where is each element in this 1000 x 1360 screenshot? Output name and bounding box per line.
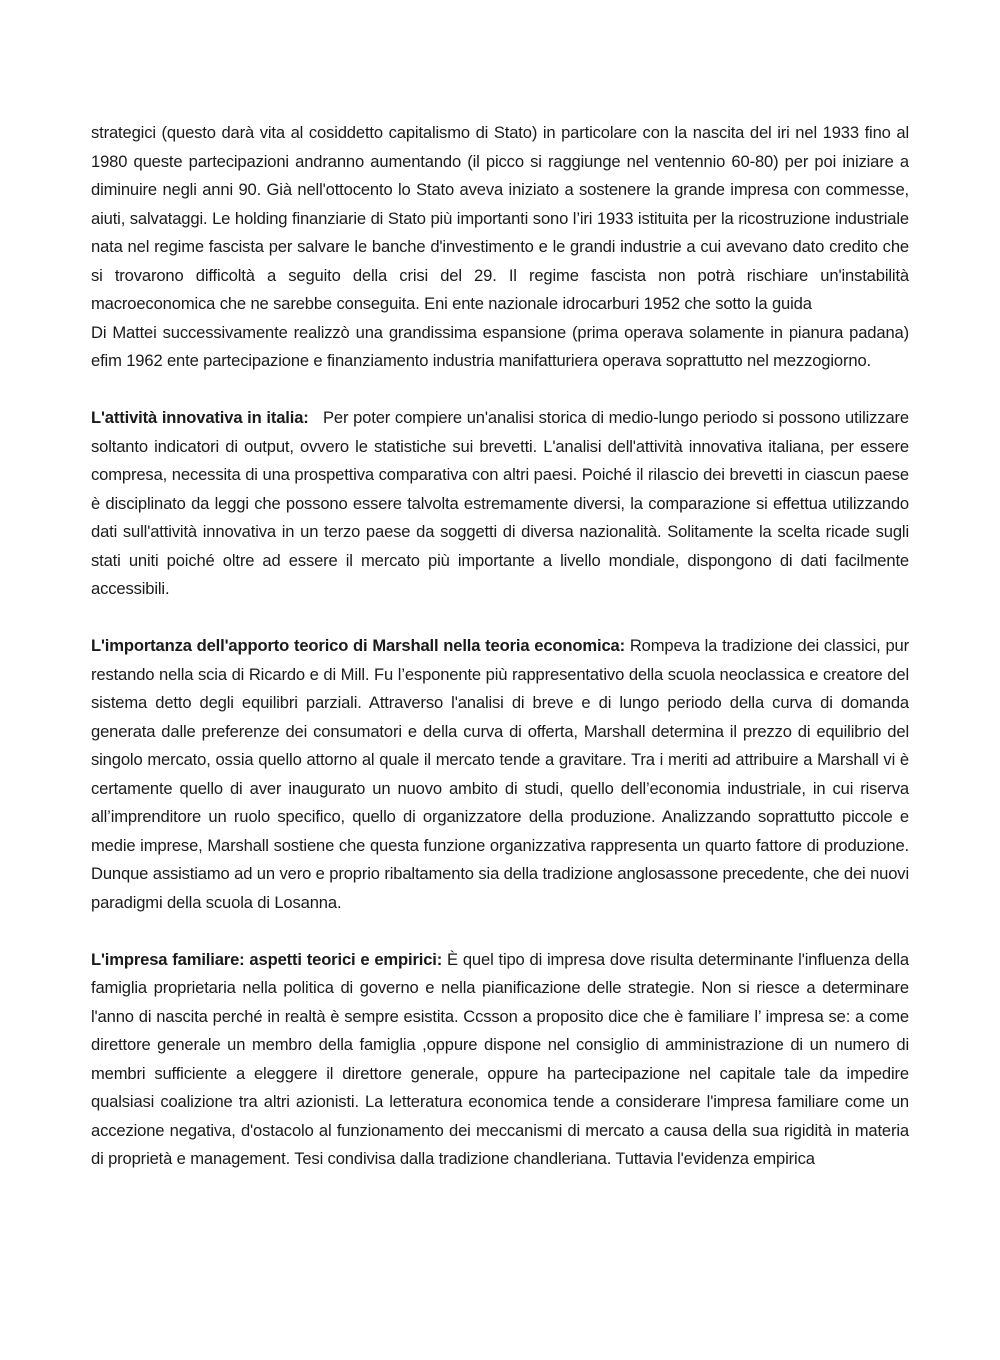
paragraph-mattei [91, 319, 909, 376]
paragraph-text: Per poter compiere un'analisi storica di medio-lungo periodo si possono utilizzare soltanto indicatori di output, ovvero le statistiche sui brevetti. L'analisi dell'attività innovativa italiana, per essere compresa, necessita di una prospettiva comparativa con altri paesi. Poiché il rilascio dei brevetti in ciascun paese è disciplinato da leggi che possono essere talvolta estremamente diversi, la comparazione si effettua utilizzando dati sull'attività innovativa in un terzo paese da soggetti di diversa nazionalità. Solitamente la scelta ricade sugli stati uniti poiché oltre ad essere il mercato più importante a livello mondiale, dispongono di dati facilmente accessibili. [91, 408, 909, 598]
paragraph-text: Di Mattei successivamente realizzò una grandissima espansione (prima operava solamente in pianura padana) efim 1962 ente partecipazione e finanziamento industria manifatturiera operava soprattutto nel mezzogiorno. [91, 322, 909, 370]
paragraph-family-business [91, 946, 909, 1174]
section-heading: L'impresa familiare: aspetti teorici e empirici: [91, 949, 443, 969]
section-heading: L'attività innovativa in italia: [91, 408, 309, 427]
paragraph-text: È quel tipo di impresa dove risulta determinante l'influenza della famiglia proprietaria nella politica di governo e nella pianificazione delle strategie. Non si riesce a determinare l'anno di nascita perché in realtà è sempre esistita. Ccsson a proposito dice che è familiare l’ impresa se: a come direttore generale un membro della famiglia ,oppure dispone nel consiglio di amministrazione di un numero di membri sufficiente a eleggere il direttore generale, oppure ha partecipazione nel capitale tale da impedire qualsiasi coalizione tra altri azionisti. La letteratura economica tende a considerare l'impresa familiare come un accezione negativa, d'ostacolo al funzionamento dei meccanismi di mercato a causa della sua rigidità in materia di proprietà e management. Tesi condivisa dalla tradizione chandleriana. Tuttavia l'evidenza empirica [91, 949, 909, 1168]
paragraph-state-holdings [91, 119, 909, 319]
paragraph-marshall [91, 632, 909, 917]
paragraph-text: Rompeva la tradizione dei classici, pur restando nella scia di Ricardo e di Mill. Fu l’esponente più rappresentativo della scuola neoclassica e creatore del sistema detto degli equilibri parziali. Attraverso l'analisi di breve e di lungo periodo della curva di domanda generata dalle preferenze dei consumatori e della curva di offerta, Marshall determina il prezzo di equilibrio del singolo mercato, ossia quello attorno al quale il mercato tende a gravitare. Tra i meriti ad attribuire a Marshall vi è certamente quello di aver inaugurato un nuovo ambito di studi, quello dell’economia industriale, in cui riserva all’imprenditore un ruolo specifico, quello di organizzatore della produzione. Analizzando soprattutto piccole e medie imprese, Marshall sostiene che questa funzione organizzativa rappresenta un quarto fattore di produzione. Dunque assistiamo ad un vero e proprio ribaltamento sia della tradizione anglosassone precedente, che dei nuovi paradigmi della scuola di Losanna. [91, 636, 909, 912]
paragraph-innovation-italy [91, 404, 909, 604]
document-page [91, 119, 909, 1174]
paragraph-text: strategici (questo darà vita al cosiddetto capitalismo di Stato) in particolare con la nascita del iri nel 1933 fino al 1980 queste partecipazioni andranno aumentando (il picco si raggiunge nel ventennio 60-80) per poi iniziare a diminuire negli anni 90. Già nell'ottocento lo Stato aveva iniziato a sostenere la grande impresa con commesse, aiuti, salvataggi. Le holding finanziarie di Stato più importanti sono l’iri 1933 istituita per la ricostruzione industriale nata nel regime fascista per salvare le banche d'investimento e le grandi industrie a cui avevano dato credito che si trovarono difficoltà a seguito della crisi del 29. Il regime fascista non potrà rischiare un'instabilità macroeconomica che ne sarebbe conseguita. Eni ente nazionale idrocarburi 1952 che sotto la guida [91, 123, 909, 313]
section-heading: L'importanza dell'apporto teorico di Marshall nella teoria economica: [91, 636, 625, 655]
